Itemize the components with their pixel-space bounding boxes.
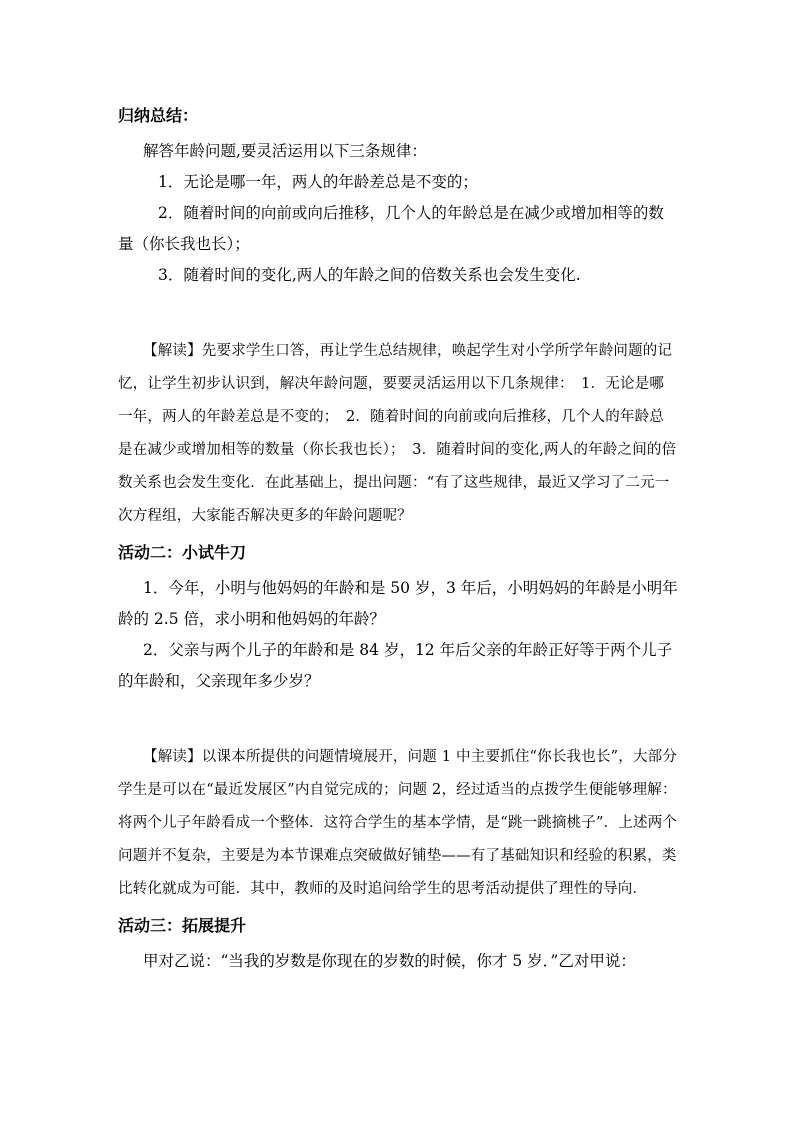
- activity3-heading: 活动三：拓展提升: [118, 916, 247, 935]
- document-content: [118, 104, 678, 977]
- interpretation-note-1: 【解读】先要求学生口答，再让学生总结规律，唤起学生对小学所学年龄问题的记忆，让学生初步认识到，解决年龄问题，要要灵活运用以下几条规律： 1．无论是哪一年，两人的年龄差总是不变的； 2．随着时间的向前或向后推移，几个人的年龄总是在减少或增加相等的数量（你长我也长）； 3．随着时间的变化,两人的年龄之间的倍数关系也会发生变化．在此基础上，提出问题：“有了这些规律，最近又学习了二元一次方程组，大家能否解决更多的年龄问题呢？: [118, 343, 677, 524]
- activity3-text: 甲对乙说：“当我的岁数是你现在的岁数的时候，你才 5 岁．”乙对甲说：: [143, 952, 636, 970]
- summary-rule-3: 3．随着时间的变化,两人的年龄之间的倍数关系也会发生变化.: [158, 266, 581, 284]
- summary-heading: 归纳总结：: [118, 106, 199, 125]
- activity2-heading: 活动二：小试牛刀: [118, 543, 247, 562]
- activity2-problem-2: 2．父亲与两个儿子的年龄和是 84 岁，12 年后父亲的年龄正好等于两个儿子的年龄和，父亲现年多少岁？: [118, 641, 673, 690]
- summary-rule-1: 1．无论是哪一年，两人的年龄差总是不变的；: [158, 173, 478, 191]
- summary-rule-2: 2．随着时间的向前或向后推移，几个人的年龄总是在减少或增加相等的数量（你长我也长）；: [118, 204, 664, 253]
- activity2-problem-1: 1．今年，小明与他妈妈的年龄和是 50 岁，3 年后，小明妈妈的年龄是小明年龄的 2.5 倍，求小明和他妈妈的年龄？: [118, 579, 678, 628]
- summary-intro: 解答年龄问题,要灵活运用以下三条规律：: [143, 142, 427, 160]
- interpretation-note-2: 【解读】以课本所提供的问题情境展开，问题 1 中主要抓住“你长我也长”，大部分学生是可以在“最近发展区”内自觉完成的；问题 2，经过适当的点拨学生便能够理解：将两个儿子年龄看成一个整体．这符合学生的基本学情，是“跳一跳摘桃子”．上述两个问题并不复杂，主要是为本节课难点突破做好铺垫——有了基础知识和经验的积累，类比转化就成为可能．其中，教师的及时追问给学生的思考活动提供了理性的导向．: [118, 749, 678, 897]
